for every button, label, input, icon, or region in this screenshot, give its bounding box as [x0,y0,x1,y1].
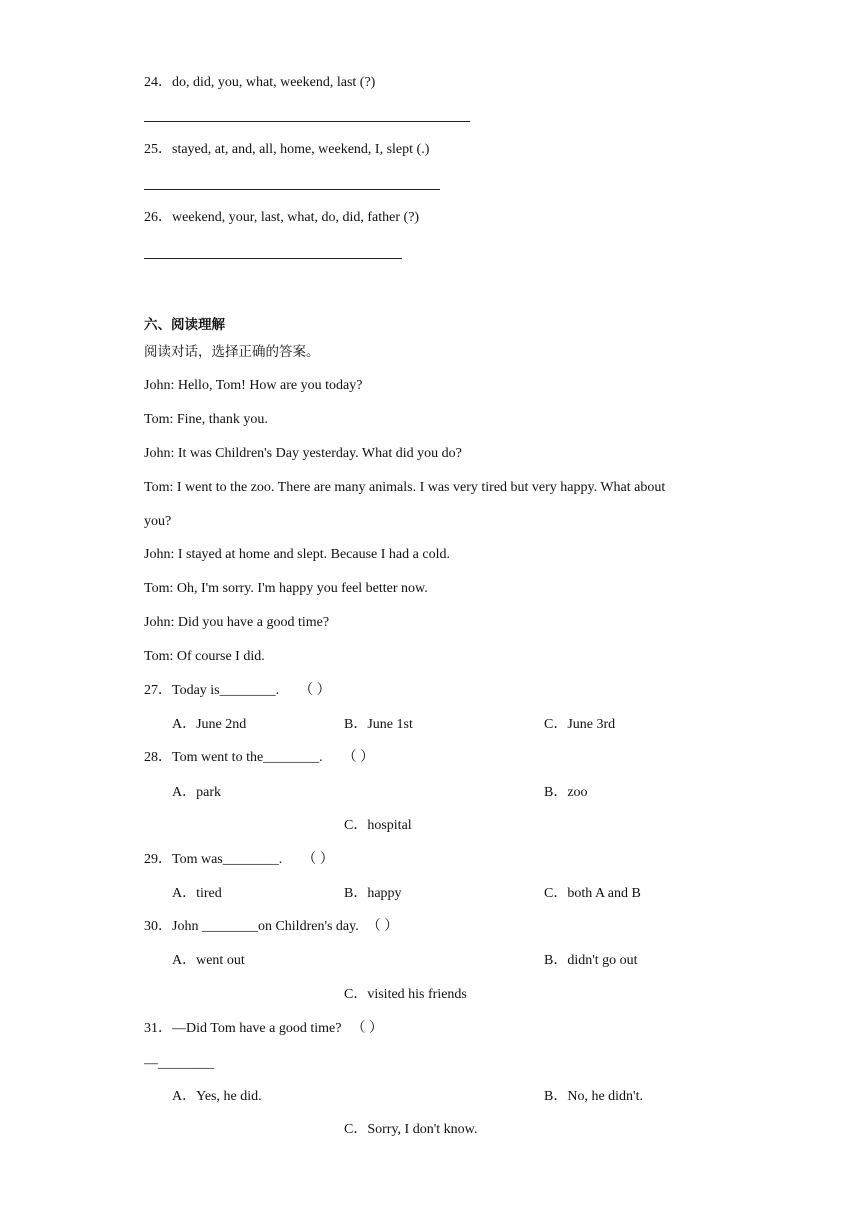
question-31 [144,1020,383,1038]
question-29 [144,851,334,869]
option-b[interactable]: B．No, he didn't. [544,1089,643,1104]
question-30 [144,918,398,936]
dialogue-line: Tom: Of course I did. [144,649,265,664]
option-c[interactable]: C．both A and B [544,886,641,901]
dialogue-line: Tom: Fine, thank you. [144,412,268,427]
option-c[interactable]: C．visited his friends [344,987,467,1002]
answer-parens[interactable]: （ ） [366,919,399,934]
dialogue-line: John: Did you have a good time? [144,615,330,630]
dialogue-line: you? [144,514,172,529]
question-26: 26．weekend, your, last, what, do, did, father (?) [144,210,420,225]
option-a[interactable]: A．June 2nd [172,717,247,732]
dialogue-line: Tom: I went to the zoo. There are many animals. I was very tired but very happy. What about [144,480,666,495]
option-c[interactable]: C．Sorry, I don't know. [344,1122,478,1137]
answer-line-25[interactable] [144,189,440,190]
option-a[interactable]: A．park [172,785,221,800]
option-b[interactable]: B．June 1st [344,717,413,732]
dialogue-line: Tom: Oh, I'm sorry. I'm happy you feel better now. [144,581,428,596]
answer-parens[interactable]: （ ） [299,683,331,698]
answer-parens[interactable]: （ ） [302,852,334,867]
option-c[interactable]: C．June 3rd [544,717,616,732]
answer-line-26[interactable] [144,258,402,259]
option-a[interactable]: A．Yes, he did. [172,1089,262,1104]
option-c[interactable]: C．hospital [344,818,412,833]
option-b[interactable]: B．happy [344,886,402,901]
dialogue-line: John: Hello, Tom! How are you today? [144,378,363,393]
dialogue-line: John: I stayed at home and slept. Because I had a cold. [144,547,450,562]
option-a[interactable]: A．went out [172,953,245,968]
question-stem: 27．Today is________. [144,683,280,698]
option-a[interactable]: A．tired [172,886,222,901]
section-heading: 六、阅读理解 [144,317,225,333]
question-24: 24．do, did, you, what, weekend, last (?) [144,75,376,90]
answer-parens[interactable]: （ ） [342,750,375,765]
dialogue-line: John: It was Children's Day yesterday. What did you do? [144,446,462,461]
option-b[interactable]: B．didn't go out [544,953,638,968]
answer-line-31[interactable]: —________ [144,1056,214,1071]
section-instruction: 阅读对话，选择正确的答案。 [144,344,320,360]
question-stem: 30．John ________on Children's day. [144,919,359,934]
question-stem: 28．Tom went to the________. [144,750,323,765]
question-stem: 29．Tom was________. [144,852,283,867]
question-28 [144,749,374,767]
question-stem: 31．—Did Tom have a good time? [144,1021,342,1036]
question-25: 25．stayed, at, and, all, home, weekend, I, slept (.) [144,142,430,157]
answer-parens[interactable]: （ ） [351,1021,383,1036]
question-27 [144,682,331,700]
answer-line-24[interactable] [144,121,470,122]
option-b[interactable]: B．zoo [544,785,588,800]
